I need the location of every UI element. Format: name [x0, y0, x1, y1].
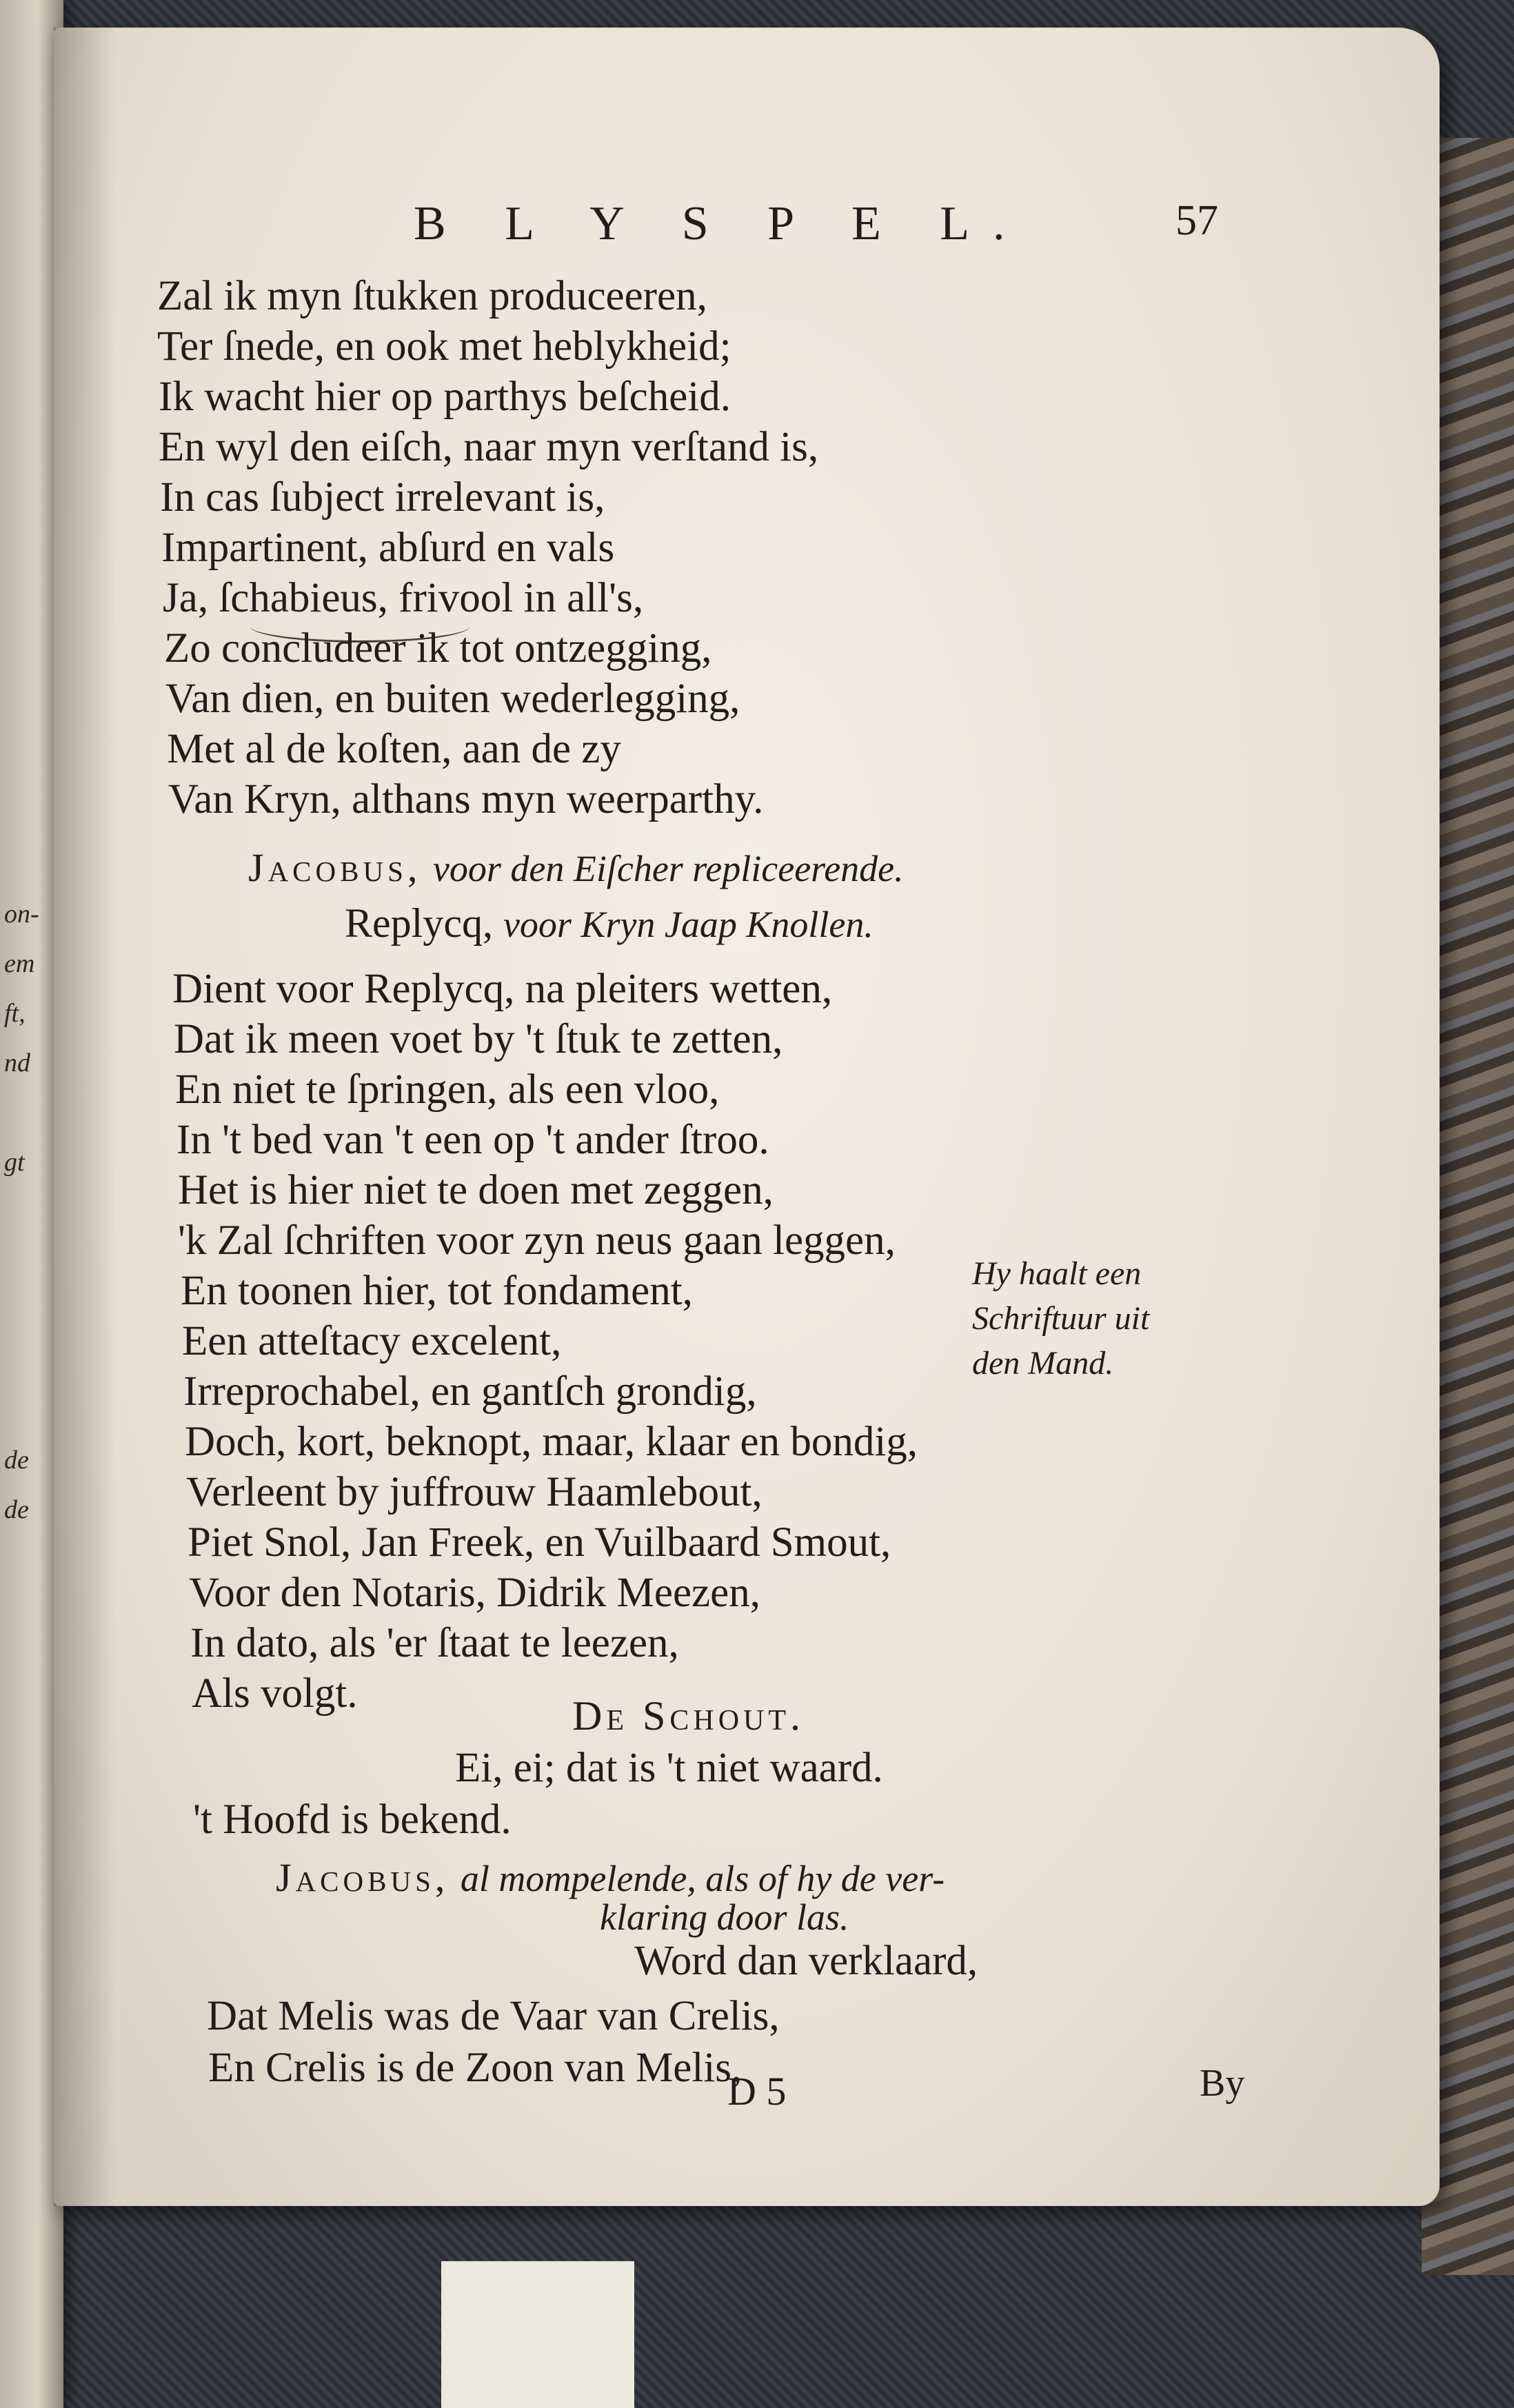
verse-line: Van Kryn, althans myn weerparthy. — [168, 776, 764, 822]
fragment-gap — [4, 1187, 39, 1435]
verse-line: Zo concludeer ik tot ontzegging, — [164, 625, 712, 671]
verse-line: Dat Melis was de Vaar van Crelis, — [207, 1993, 780, 2039]
stage-direction-line: Schriftuur uit — [972, 1300, 1150, 1337]
verse-line: Voor den Notaris, Didrik Meezen, — [189, 1570, 760, 1616]
verse-line: Doch, kort, beknopt, maar, klaar en bondig, — [185, 1419, 918, 1465]
verse-line: Impartinent, abſurd en vals — [161, 525, 615, 571]
stage-direction-line: den Mand. — [972, 1345, 1114, 1382]
fragment: em — [4, 949, 35, 978]
verse-line: Dient voor Replycq, na pleiters wetten, — [172, 966, 833, 1012]
verse-line: Piet Snol, Jan Freek, en Vuilbaard Smout, — [188, 1519, 891, 1566]
replycq-heading — [345, 900, 874, 947]
verse-line: Ik wacht hier op parthys beſcheid. — [159, 374, 731, 420]
verse-line: Ja, ſchabieus, frivool in all's, — [163, 575, 644, 621]
fragment: on- — [4, 900, 39, 929]
speaker-direction: al mompelende, als of hy de ver- — [460, 1858, 945, 1899]
facing-page-fragments — [4, 889, 39, 1535]
verse-line: Van dien, en buiten wederlegging, — [165, 676, 740, 722]
signature-mark: D 5 — [727, 2069, 787, 2114]
running-head: B L Y S P E L. — [414, 197, 1029, 250]
replycq-direction: voor Kryn Jaap Knollen. — [503, 904, 874, 945]
gutter-shadow — [54, 28, 116, 2206]
speaker-direction: klaring door las. — [600, 1896, 849, 1938]
fragment: gt — [4, 1148, 25, 1177]
fragment: de — [4, 1495, 29, 1524]
catchword: By — [1200, 2062, 1245, 2105]
verse-line: In dato, als 'er ſtaat te leezen, — [190, 1620, 679, 1666]
fragment — [4, 1088, 39, 1137]
verse-line: 'k Zal ſchriften voor zyn neus gaan leggen, — [178, 1217, 896, 1264]
verse-line: Met al de koſten, aan de zy — [167, 726, 621, 772]
verse-line: Het is hier niet te doen met zeggen, — [178, 1167, 774, 1213]
speaker-heading — [248, 844, 904, 891]
verse-line: En toonen hier, tot fondament, — [181, 1268, 693, 1314]
speaker-name: Jacobus, — [248, 845, 422, 890]
speaker-direction-cont — [600, 1896, 849, 1939]
verse-line: En wyl den eiſch, naar myn verſtand is, — [159, 424, 819, 470]
speaker-name: Jacobus, — [276, 1855, 450, 1900]
fragment: nd — [4, 1049, 30, 1077]
stage-direction-line: Hy haalt een — [972, 1255, 1142, 1292]
replycq-label: Replycq, — [345, 900, 493, 946]
verse-line: Een atteſtacy excelent, — [182, 1318, 562, 1364]
verse-line: Zal ik myn ſtukken produceeren, — [157, 273, 707, 319]
verse-line: Ter ſnede, en ook met heblykheid; — [157, 323, 731, 370]
verse-line: Verleent by juffrouw Haamlebout, — [186, 1469, 763, 1515]
verse-line: Word dan verklaard, — [634, 1938, 978, 1984]
fragment: de — [4, 1446, 29, 1475]
verse-line: En Crelis is de Zoon van Melis, — [208, 2045, 743, 2091]
verse-line: Als volgt. — [192, 1670, 358, 1717]
page-number: 57 — [1175, 197, 1218, 244]
verse-line: Irreprochabel, en gantſch grondig, — [183, 1368, 757, 1415]
fragment: ft, — [4, 999, 26, 1028]
verse-line: In cas ſubject irrelevant is, — [160, 474, 605, 520]
speaker-heading — [276, 1854, 945, 1901]
speaker-direction: voor den Eiſcher repliceerende. — [432, 848, 904, 889]
speaker-schout: De Schout. — [572, 1693, 805, 1739]
verse-line: Dat ik meen voet by 't ſtuk te zetten, — [174, 1016, 783, 1062]
verse-line: Ei, ei; dat is 't niet waard. — [455, 1745, 883, 1791]
verse-line: 't Hoofd is bekend. — [193, 1797, 512, 1843]
paper-label — [441, 2261, 634, 2408]
verse-line: In 't bed van 't een op 't ander ſtroo. — [176, 1117, 769, 1163]
verse-line: En niet te ſpringen, als een vloo, — [175, 1066, 720, 1113]
